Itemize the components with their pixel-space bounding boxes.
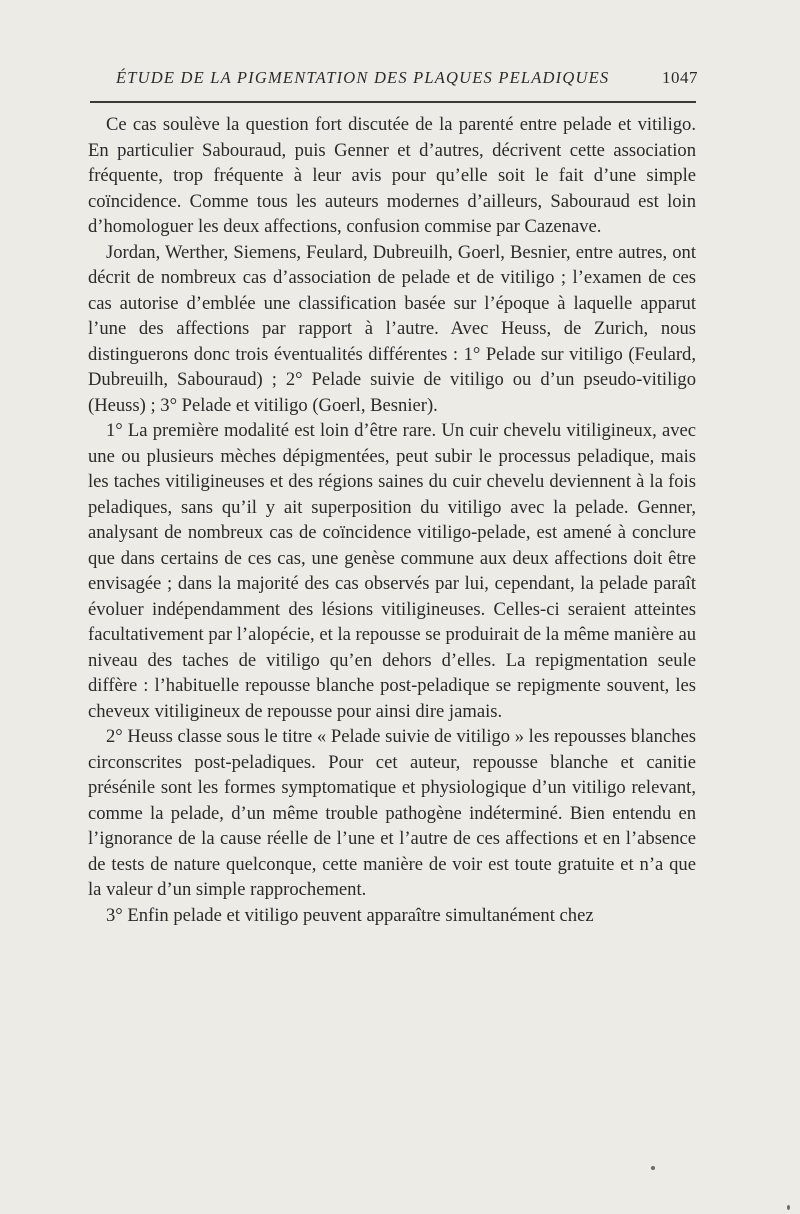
paragraph: Jordan, Werther, Siemens, Feulard, Dubreuilh, Goerl, Besnier, entre autres, ont décrit de nombreux cas d’association de pelade et de vitiligo ; l’examen de ces cas autorise d’emblée une classification basée sur l’époque à laquelle apparut l’une des affections par rapport à l’autre. Avec Heuss, de Zurich, nous distinguerons donc trois éventualités différentes : 1° Pelade sur vitiligo (Feulard, Dubreuilh, Sabouraud) ; 2° Pelade suivie de vitiligo ou d’un pseudo-vitiligo (Heuss) ; 3° Pelade et vitiligo (Goerl, Besnier). bbox=[88, 241, 696, 416]
running-header bbox=[88, 68, 698, 92]
paragraph: 2° Heuss classe sous le titre « Pelade suivie de vitiligo » les repousses blanches circonscrites post-peladiques. Pour cet auteur, repousse blanche et canitie présénile sont les formes symptomatique et physiologique d’un vitiligo relevant, comme la pelade, d’un même trouble pathogène indéterminé. Bien entendu en l’ignorance de la cause réelle de l’une et l’autre de ces affections et en l’absence de tests de nature quelconque, cette manière de voir est toute gratuite et n’a que la valeur d’un simple rapprochement. bbox=[88, 726, 696, 900]
paper-speck bbox=[787, 1205, 790, 1210]
paragraph: 1° La première modalité est loin d’être rare. Un cuir chevelu vitiligineux, avec une ou plusieurs mèches dépigmentées, peut subir le processus peladique, mais les taches vitiligineuses et des régions saines du cuir chevelu deviennent à la fois peladiques, sans qu’il y ait superposition du vitiligo avec la pelade. Genner, analysant de nombreux cas de coïncidence vitiligo-pelade, est amené à conclure que dans certains de ces cas, une genèse commune aux deux affections doit être envisagée ; dans la majorité des cas observés par lui, cependant, la pelade paraît évoluer indépendamment des lésions vitiligineuses. Celles-ci seraient atteintes facultativement par l’alopécie, et la repousse se produirait de la même manière au niveau des taches de vitiligo qu’en dehors d’elles. La repigmentation seule diffère : l’habituelle repousse blanche post-peladique se repigmente souvent, les cheveux vitiligineux de repousse pour ainsi dire jamais. bbox=[88, 420, 696, 722]
body-text bbox=[88, 112, 696, 928]
paragraph: Ce cas soulève la question fort discutée de la parenté entre pelade et vitiligo. En particulier Sabouraud, puis Genner et d’autres, décrivent cette association fréquente, trop fréquente à leur avis pour qu’elle soit le fait d’une simple coïncidence. Comme tous les auteurs modernes d’ailleurs, Sabouraud est loin d’homologuer les deux affections, confusion commise par Cazenave. bbox=[88, 114, 696, 237]
header-rule bbox=[90, 101, 696, 103]
paper-speck bbox=[651, 1166, 655, 1170]
running-title: ÉTUDE DE LA PIGMENTATION DES PLAQUES PELADIQUES bbox=[116, 68, 610, 87]
page-number: 1047 bbox=[662, 68, 698, 87]
paragraph: 3° Enfin pelade et vitiligo peuvent apparaître simultanément chez bbox=[106, 904, 594, 926]
